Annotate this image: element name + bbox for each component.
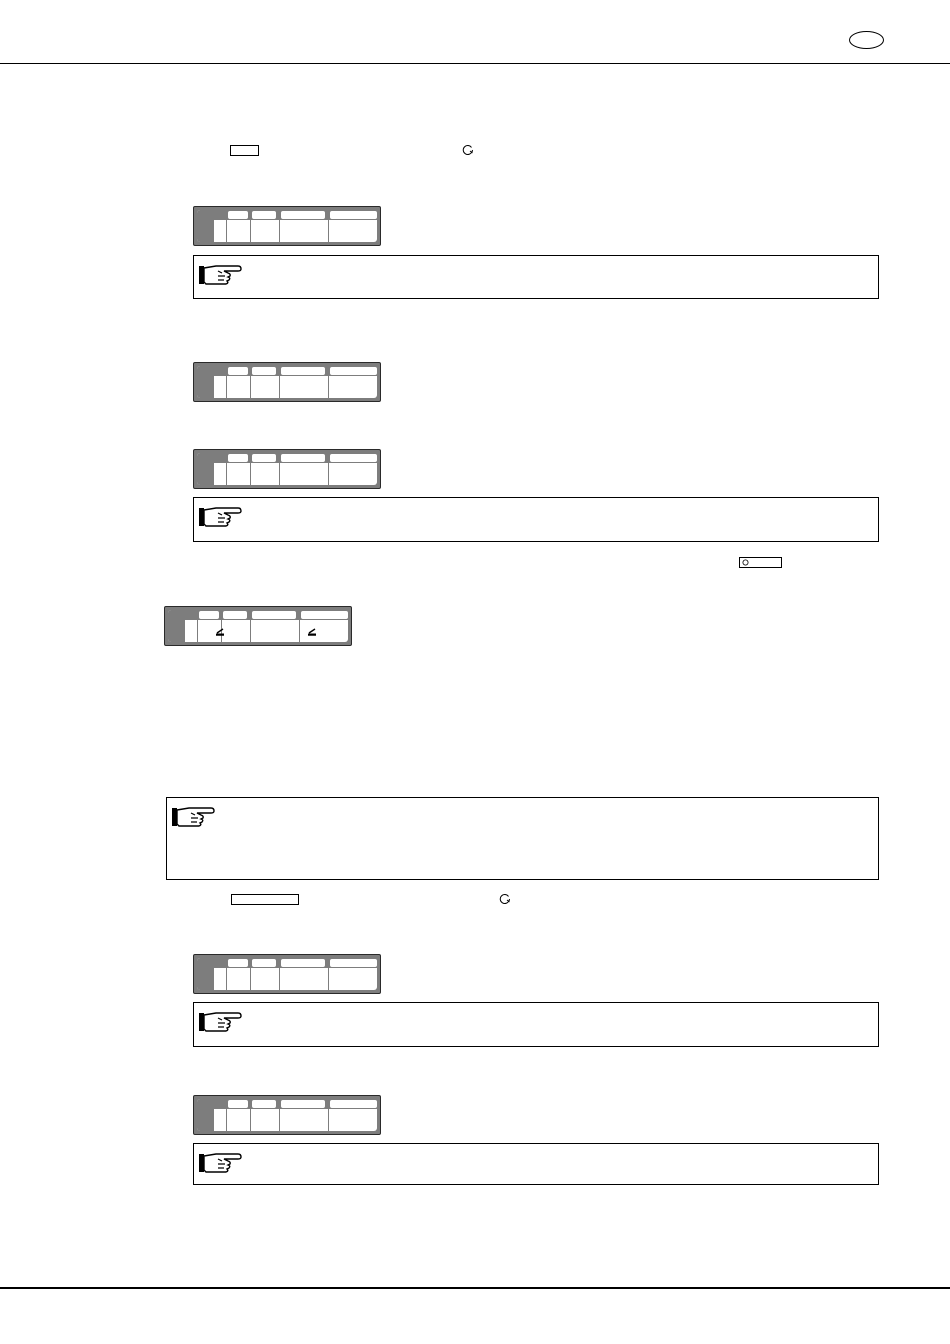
lcd-field xyxy=(227,220,250,241)
lcd-field xyxy=(251,1109,279,1130)
lcd-field xyxy=(329,376,377,397)
pointing-hand-icon xyxy=(171,804,215,830)
lcd-field xyxy=(280,376,328,397)
pointing-hand-icon xyxy=(198,1009,242,1035)
lcd-display xyxy=(193,362,381,402)
note-box xyxy=(193,497,879,542)
lcd-field xyxy=(280,968,328,989)
note-box-large xyxy=(166,797,879,880)
lcd-field xyxy=(227,968,250,989)
lcd-field xyxy=(214,968,226,989)
note-box xyxy=(193,1143,879,1185)
lcd-field xyxy=(227,463,250,484)
pointing-hand-icon xyxy=(198,504,242,530)
lcd-field xyxy=(214,1109,226,1130)
lcd-field xyxy=(251,220,279,241)
wide-key-button[interactable] xyxy=(231,894,299,905)
lcd-field xyxy=(227,1109,250,1130)
lcd-field xyxy=(214,376,226,397)
lcd-display xyxy=(193,1095,381,1135)
footer-rule xyxy=(0,1287,950,1289)
pointing-hand-icon xyxy=(198,262,242,288)
rotary-knob-icon xyxy=(499,893,511,905)
lcd-field xyxy=(251,376,279,397)
lcd-field xyxy=(251,620,299,641)
led-icon xyxy=(742,559,749,566)
lcd-field xyxy=(214,463,226,484)
lcd-field xyxy=(329,463,377,484)
lcd-field xyxy=(329,968,377,989)
lcd-field xyxy=(329,1109,377,1130)
lcd-field xyxy=(227,376,250,397)
lcd-field xyxy=(251,968,279,989)
lcd-display xyxy=(193,954,381,994)
lcd-field xyxy=(280,220,328,241)
rotary-knob-icon xyxy=(462,144,474,156)
lcd-field xyxy=(300,620,348,641)
indicator-button[interactable] xyxy=(739,557,782,568)
lcd-field xyxy=(280,1109,328,1130)
lcd-field xyxy=(214,220,226,241)
note-box xyxy=(193,1002,879,1047)
header-rule xyxy=(0,63,950,64)
lcd-display xyxy=(193,206,381,246)
menu-key-button[interactable] xyxy=(230,145,259,156)
pointing-hand-icon xyxy=(198,1150,242,1176)
lcd-field xyxy=(251,463,279,484)
lcd-display xyxy=(193,449,381,489)
note-box xyxy=(193,255,879,299)
lcd-field xyxy=(198,620,221,641)
lcd-field xyxy=(280,463,328,484)
language-badge xyxy=(849,31,884,49)
lcd-field xyxy=(185,620,197,641)
lcd-display xyxy=(164,606,352,646)
lcd-field xyxy=(222,620,250,641)
lcd-field xyxy=(329,220,377,241)
